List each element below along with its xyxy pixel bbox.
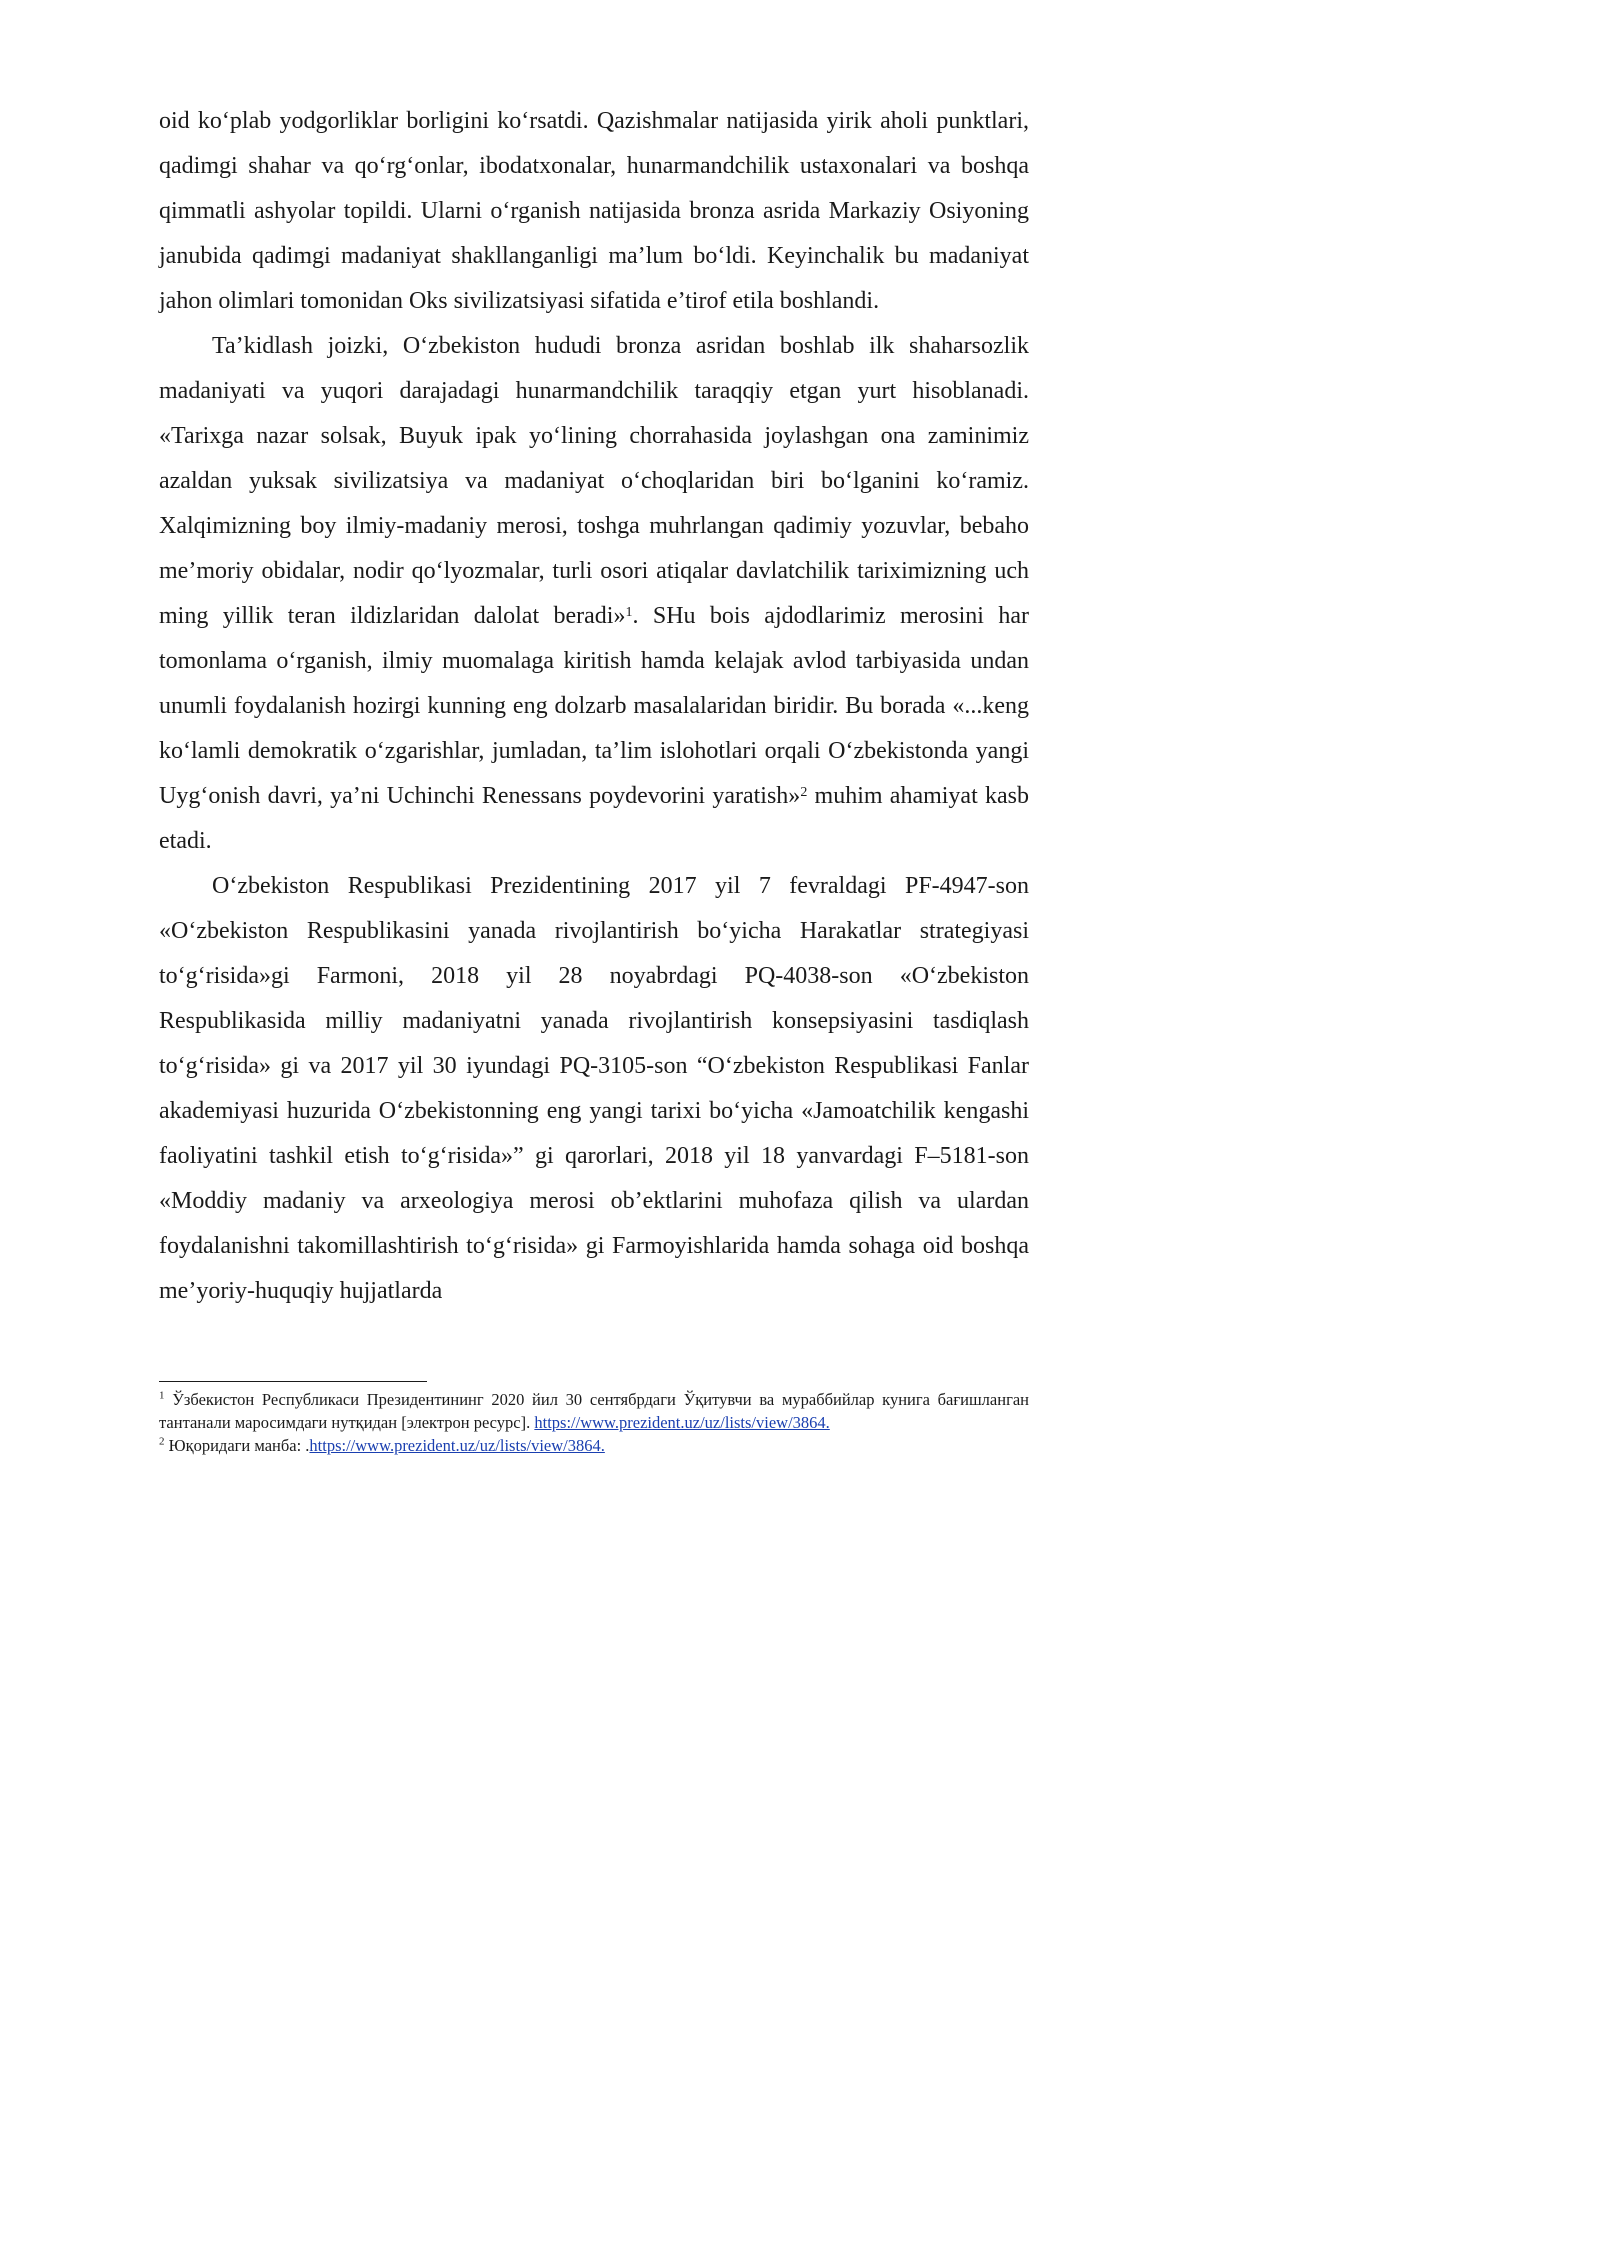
paragraph-oks-civilization: oid ko‘plab yodgorliklar borligini ko‘rsatdi. Qazishmalar natijasida yirik aholi punktlari, qadimgi shahar va qo‘rg‘onlar, ibodatxonalar, hunarmandchilik ustaxonalari va boshqa qimmatli ashyolar topildi. Ularni o‘rganish natijasida bronza asrida Markaziy Osiyoning janubida qadimgi madaniyat shakllanganligi ma’lum bo‘ldi. Keyinchalik bu madaniyat jahon olimlari tomonidan Oks sivilizatsiyasi sifatida e’tirof etila boshlandi. [159,108,1029,314]
footnote-text: Ўзбекистон Республикаси Президентининг 2020 йил 30 сентябрдаги Ўқитувчи ва мураббийлар кунига бағишланган тантанали маросимдаги нутқидан [электрон ресурс]. [159,1390,1029,1432]
footnote-2 [159,1434,1029,1457]
paragraph-text: muhim ahamiyat kasb etadi. [159,783,1029,854]
footnote-text: Юқоридаги манба: . [164,1436,310,1455]
footnote-number: 2 [159,1435,165,1448]
document-page [0,0,1104,1561]
footnote-reference-2[interactable]: 2 [800,785,808,800]
footnote-separator [159,1381,427,1382]
footnote-number: 1 [159,1389,165,1402]
body-text [159,99,1029,1314]
footnote-link[interactable]: https://www.prezident.uz/uz/lists/view/3864. [309,1436,605,1455]
paragraph-text: Ta’kidlash joizki, O‘zbekiston hududi bronza asridan boshlab ilk shaharsozlik madaniyati va yuqori darajadagi hunarmandchilik taraqqiy etgan yurt hisoblanadi. «Tarixga nazar solsak, Buyuk ipak yo‘lining chorrahasida joylashgan ona zaminimiz azaldan yuksak sivilizatsiya va madaniyat o‘choqlaridan biri bo‘lganini ko‘ramiz. Xalqimizning boy ilmiy-madaniy merosi, toshga muhrlangan qadimiy yozuvlar, bebaho me’moriy obidalar, nodir qo‘lyozmalar, turli osori atiqalar davlatchilik tariximizning uch ming yillik teran ildizlaridan dalolat beradi» [159,333,1029,629]
footnote-link[interactable]: https://www.prezident.uz/uz/lists/view/3864. [534,1413,830,1432]
paragraph-legal-documents: O‘zbekiston Respublikasi Prezidentining 2017 yil 7 fevraldagi PF-4947-son «O‘zbekiston Respublikasini yanada rivojlantirish bo‘yicha Harakatlar strategiyasi to‘g‘risida»gi Farmoni, 2018 yil 28 noyabrdagi PQ-4038-son «O‘zbekiston Respublikasida milliy madaniyatni yanada rivojlantirish konsepsiyasini tasdiqlash to‘g‘risida» gi va 2017 yil 30 iyundagi PQ-3105-son “O‘zbekiston Respublikasi Fanlar akademiyasi huzurida O‘zbekistonning eng yangi tarixi bo‘yicha «Jamoatchilik kengashi faoliyatini tashkil etish to‘g‘risida»” gi qarorlari, 2018 yil 18 yanvardagi F–5181-son «Moddiy madaniy va arxeologiya merosi ob’ektlarini muhofaza qilish va ulardan foydalanishni takomillashtirish to‘g‘risida» gi Farmoyishlarida hamda sohaga oid boshqa me’yoriy-huquqiy hujjatlarda [159,873,1029,1304]
footnote-1 [159,1388,1029,1434]
paragraph-text: . SHu bois ajdodlarimiz merosini har tomonlama o‘rganish, ilmiy muomalaga kiritish hamda kelajak avlod tarbiyasida undan unumli foydalanish hozirgi kunning eng dolzarb masalalaridan biridir. Bu borada «...keng ko‘lamli demokratik o‘zgarishlar, jumladan, ta’lim islohotlari orqali O‘zbekistonda yangi Uyg‘onish davri, ya’ni Uchinchi Renessans poydevorini yaratish» [159,603,1030,809]
paragraph-bronze-age-heritage [159,324,1029,864]
footnote-reference-1[interactable]: 1 [625,605,633,620]
footnotes [159,1388,1029,1457]
